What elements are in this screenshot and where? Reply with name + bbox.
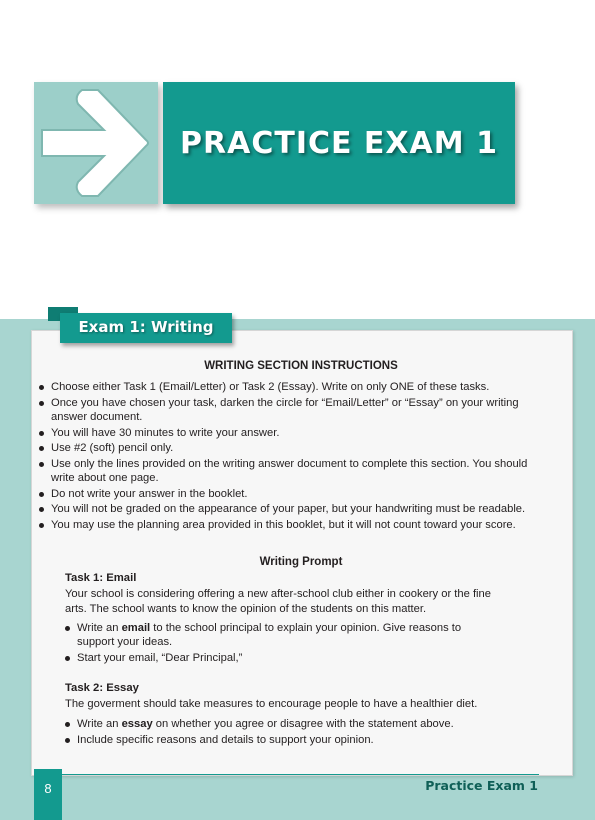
task2-text: The goverment should take measures to encourage people to have a healthier diet. [65, 698, 478, 710]
list-item: You will not be graded on the appearance of your paper, but your handwriting must be readable. [38, 502, 538, 516]
list-item: You will have 30 minutes to write your answer. [38, 426, 538, 440]
list-item [64, 717, 484, 731]
list-item: Once you have chosen your task, darken the circle for “Email/Letter” or “Essay” on your writing answer document. [38, 396, 538, 425]
text-run: to the school principal to explain your opinion. Give reasons to support your ideas. [77, 622, 462, 649]
task1-list [64, 621, 484, 668]
prompt-title: Writing Prompt [259, 556, 343, 568]
list-item: Use #2 (soft) pencil only. [38, 441, 538, 455]
task1-heading: Task 1: Email [65, 572, 137, 584]
list-item [64, 621, 484, 649]
section-tab [60, 313, 232, 343]
list-item: Choose either Task 1 (Email/Letter) or Task 2 (Essay). Write on only ONE of these tasks. [38, 380, 538, 394]
list-item: Use only the lines provided on the writing answer document to complete this section. You should write about one page. [38, 457, 538, 486]
task2-list [64, 717, 484, 749]
instructions-list [38, 380, 538, 534]
instructions-title: WRITING SECTION INSTRUCTIONS [204, 360, 398, 372]
text-run: on whether you agree or disagree with the statement above. [152, 718, 454, 730]
arrow-banner [34, 82, 158, 204]
bold-text: email [121, 622, 151, 634]
text-run: Write an [77, 622, 122, 634]
list-item: Do not write your answer in the booklet. [38, 487, 538, 501]
arrow-right-icon [34, 82, 158, 204]
page-number-box [34, 769, 62, 820]
section-tab-label: Exam 1: Writing [78, 318, 214, 336]
list-item: Include specific reasons and details to support your opinion. [64, 733, 484, 747]
task1-text: Your school is considering offering a new after-school club either in cookery or the fine arts. The school wants to know the opinion of the students on this matter. [65, 588, 491, 615]
footer-rule [62, 774, 539, 775]
footer-label: Practice Exam 1 [425, 778, 538, 793]
page-title: PRACTICE EXAM 1 [180, 126, 498, 161]
list-item: Start your email, “Dear Principal,” [64, 651, 484, 665]
title-banner [163, 82, 515, 204]
list-item: You may use the planning area provided in this booklet, but it will not count toward your score. [38, 518, 538, 532]
text-run: Write an [77, 718, 122, 730]
page-number: 8 [44, 781, 52, 796]
bold-text: essay [121, 718, 153, 730]
task2-heading: Task 2: Essay [65, 682, 139, 694]
